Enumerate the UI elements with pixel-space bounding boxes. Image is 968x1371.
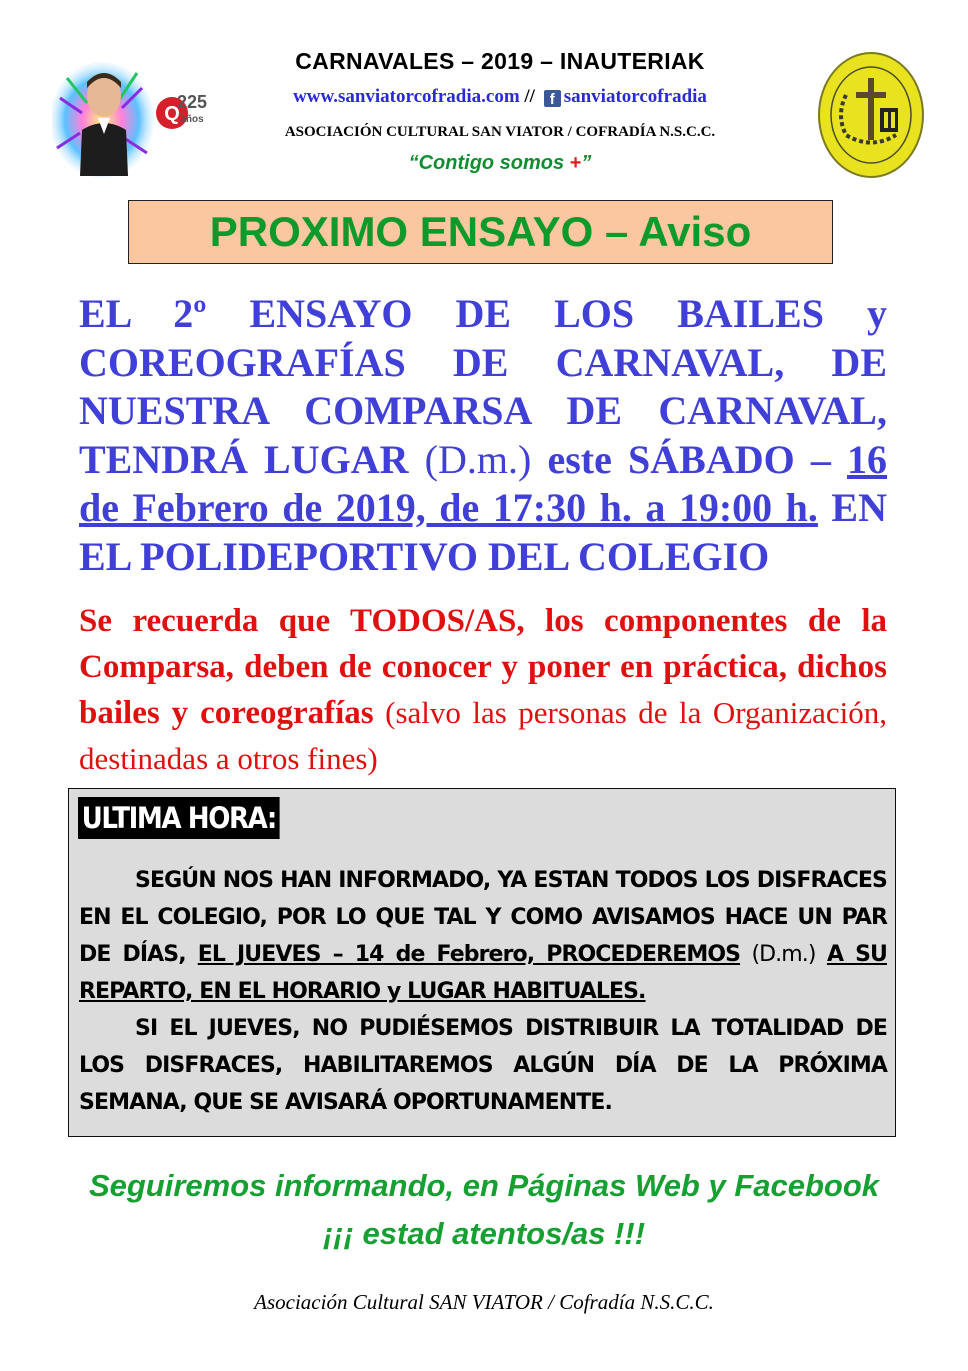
motto-plus: + <box>569 152 582 174</box>
association-name: ASOCIACIÓN CULTURAL SAN VIATOR / COFRADÍA N.S.C.C. <box>284 124 716 140</box>
lm-p1-under1: EL JUEVES – 14 de Febrero, PROCEDEREMOS <box>197 942 741 967</box>
announcement-part3: EN EL POLIDEPORTIVO DEL COLEGIO <box>79 485 887 579</box>
facebook-icon: f <box>544 90 561 107</box>
lm-p1-dm: (D.m.) <box>740 942 827 967</box>
lm-p1-part1: SEGÚN NOS HAN INFORMADO, YA ESTAN TODOS LOS DISFRACES EN EL COLEGIO, POR LO QUE TAL Y COMO AVISAMOS HACE UN PAR DE DÍAS, <box>79 868 887 967</box>
san-viator-225-logo <box>52 58 212 180</box>
logo-225-text: 225 <box>176 92 208 112</box>
announcement-part2: este SÁBADO – <box>531 436 848 482</box>
last-minute-paragraph-1 <box>79 862 887 1010</box>
rehearsal-announcement <box>79 290 887 581</box>
reminder-light: (salvo las personas de la Organización, destinadas a otros fines) <box>79 695 887 776</box>
website-link[interactable]: www.sanviatorcofradia.com <box>293 86 520 107</box>
footer-signature: Asociación Cultural SAN VIATOR / Cofradía N.S.C.C. <box>254 1290 714 1314</box>
announcement-date: 16 de Febrero de 2019, de 17:30 h. a 19:00 h. <box>79 436 888 530</box>
announcement-part1: EL 2º ENSAYO DE LOS BAILES y COREOGRAFÍAS DE CARNAVAL, DE NUESTRA COMPARSA DE CARNAVAL, TENDRÁ LUGAR <box>79 291 887 482</box>
cofradia-emblem-logo <box>816 50 926 180</box>
lm-p1-under2: A SU REPARTO, EN EL HORARIO y LUGAR HABITUALES. <box>79 942 888 1004</box>
motto <box>230 152 770 175</box>
follow-line-2: ¡¡¡ estad atentos/as !!! <box>322 1216 646 1251</box>
last-minute-paragraph-2: SI EL JUEVES, NO PUDIÉSEMOS DISTRIBUIR LA TOTALIDAD DE LOS DISFRACES, HABILITAREMOS ALGÚN DÍA DE LA PRÓXIMA SEMANA, QUE SE AVISARÁ OPORTUNAMENTE. <box>79 1016 887 1115</box>
reminder-paragraph <box>79 598 887 782</box>
header-title: CARNAVALES – 2019 – INAUTERIAK <box>295 48 705 74</box>
last-minute-text <box>79 862 887 1121</box>
motto-end: ” <box>581 152 592 174</box>
follow-line-1: Seguiremos informando, en Páginas Web y Facebook <box>88 1168 880 1203</box>
notice-heading: PROXIMO ENSAYO – Aviso <box>128 200 833 264</box>
reminder-bold: Se recuerda que TODOS/AS, los componentes de la Comparsa, deben de conocer y poner en práctica, dichos bailes y coreografías <box>79 603 887 731</box>
header-links <box>230 86 770 108</box>
link-separator: // <box>519 86 540 107</box>
facebook-link[interactable]: sanviatorcofradia <box>563 86 707 107</box>
announcement-dm: (D.m.) <box>424 436 532 482</box>
logo-anos-text: años <box>180 114 204 125</box>
svg-text:Q: Q <box>164 103 180 125</box>
motto-text: “Contigo somos <box>408 152 570 174</box>
last-minute-title: ULTIMA HORA: <box>78 797 279 839</box>
